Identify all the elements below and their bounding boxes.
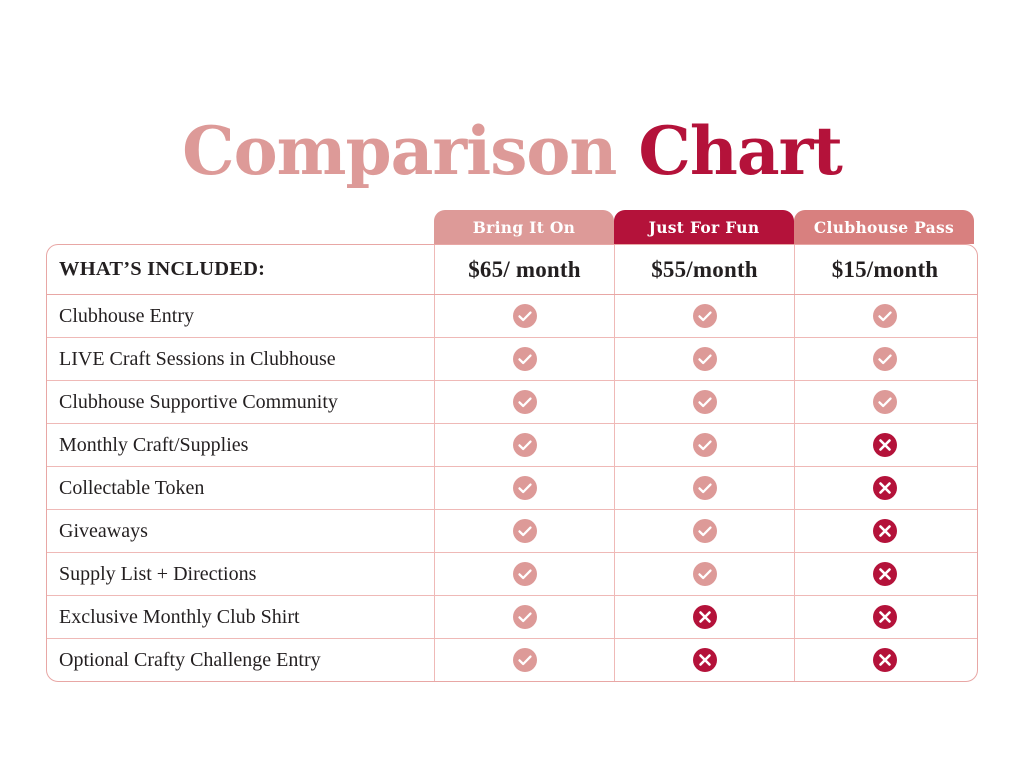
feature-value-cell [435,338,615,380]
table-row [47,596,977,639]
comparison-table [46,208,978,682]
check-icon [512,346,538,372]
plan-header-clubhouse-pass[interactable]: Clubhouse Pass [794,210,974,244]
cross-icon [692,604,718,630]
feature-label: Clubhouse Supportive Community [47,381,435,423]
check-icon [512,604,538,630]
feature-value-cell [795,639,975,681]
feature-value-cell [795,295,975,337]
check-icon [872,389,898,415]
cross-icon [872,604,898,630]
check-icon [512,518,538,544]
feature-value-cell [435,510,615,552]
check-icon [872,303,898,329]
table-row [47,510,977,553]
price-bring-it-on: $65/ month [468,256,581,282]
table-row [47,553,977,596]
feature-value-cell [615,338,795,380]
feature-value-cell [435,596,615,638]
table-row [47,295,977,338]
price-cell-bring-it-on [435,245,615,294]
price-just-for-fun: $55/month [651,256,758,282]
feature-value-cell [795,510,975,552]
feature-value-cell [615,510,795,552]
price-cell-clubhouse-pass [795,245,975,294]
check-icon [692,346,718,372]
feature-label: Exclusive Monthly Club Shirt [47,596,435,638]
table-row [47,467,977,510]
check-icon [512,303,538,329]
feature-value-cell [615,553,795,595]
check-icon [692,475,718,501]
feature-label: Optional Crafty Challenge Entry [47,639,435,681]
feature-value-cell [795,338,975,380]
check-icon [692,303,718,329]
feature-value-cell [435,381,615,423]
cross-icon [872,475,898,501]
check-icon [512,432,538,458]
check-icon [512,389,538,415]
page-title [0,112,1024,190]
price-row [47,245,977,295]
plan-header-bring-it-on[interactable]: Bring It On [434,210,614,244]
table-row [47,381,977,424]
check-icon [512,475,538,501]
title-word-chart: Chart [638,112,842,190]
check-icon [692,518,718,544]
plan-header-just-for-fun[interactable]: Just For Fun [614,210,794,244]
check-icon [872,346,898,372]
feature-value-cell [615,467,795,509]
cross-icon [872,561,898,587]
table-grid [46,244,978,682]
check-icon [512,561,538,587]
whats-included-label: WHAT’S INCLUDED: [47,245,435,294]
price-cell-just-for-fun [615,245,795,294]
feature-value-cell [615,596,795,638]
plan-header-row [434,208,978,244]
cross-icon [872,647,898,673]
cross-icon [692,647,718,673]
feature-label: Collectable Token [47,467,435,509]
table-row [47,338,977,381]
feature-label: Clubhouse Entry [47,295,435,337]
check-icon [692,432,718,458]
table-row [47,424,977,467]
feature-value-cell [615,381,795,423]
feature-value-cell [795,467,975,509]
table-row [47,639,977,681]
feature-label: Supply List + Directions [47,553,435,595]
feature-value-cell [435,553,615,595]
feature-value-cell [615,639,795,681]
feature-label: Giveaways [47,510,435,552]
cross-icon [872,518,898,544]
check-icon [692,389,718,415]
check-icon [512,647,538,673]
feature-value-cell [435,424,615,466]
feature-value-cell [615,295,795,337]
check-icon [692,561,718,587]
feature-value-cell [435,639,615,681]
cross-icon [872,432,898,458]
price-clubhouse-pass: $15/month [831,256,939,282]
feature-value-cell [795,381,975,423]
title-word-comparison: Comparison [182,112,617,190]
feature-value-cell [795,596,975,638]
feature-value-cell [435,295,615,337]
feature-value-cell [795,553,975,595]
feature-value-cell [435,467,615,509]
feature-label: LIVE Craft Sessions in Clubhouse [47,338,435,380]
feature-value-cell [795,424,975,466]
feature-label: Monthly Craft/Supplies [47,424,435,466]
feature-value-cell [615,424,795,466]
